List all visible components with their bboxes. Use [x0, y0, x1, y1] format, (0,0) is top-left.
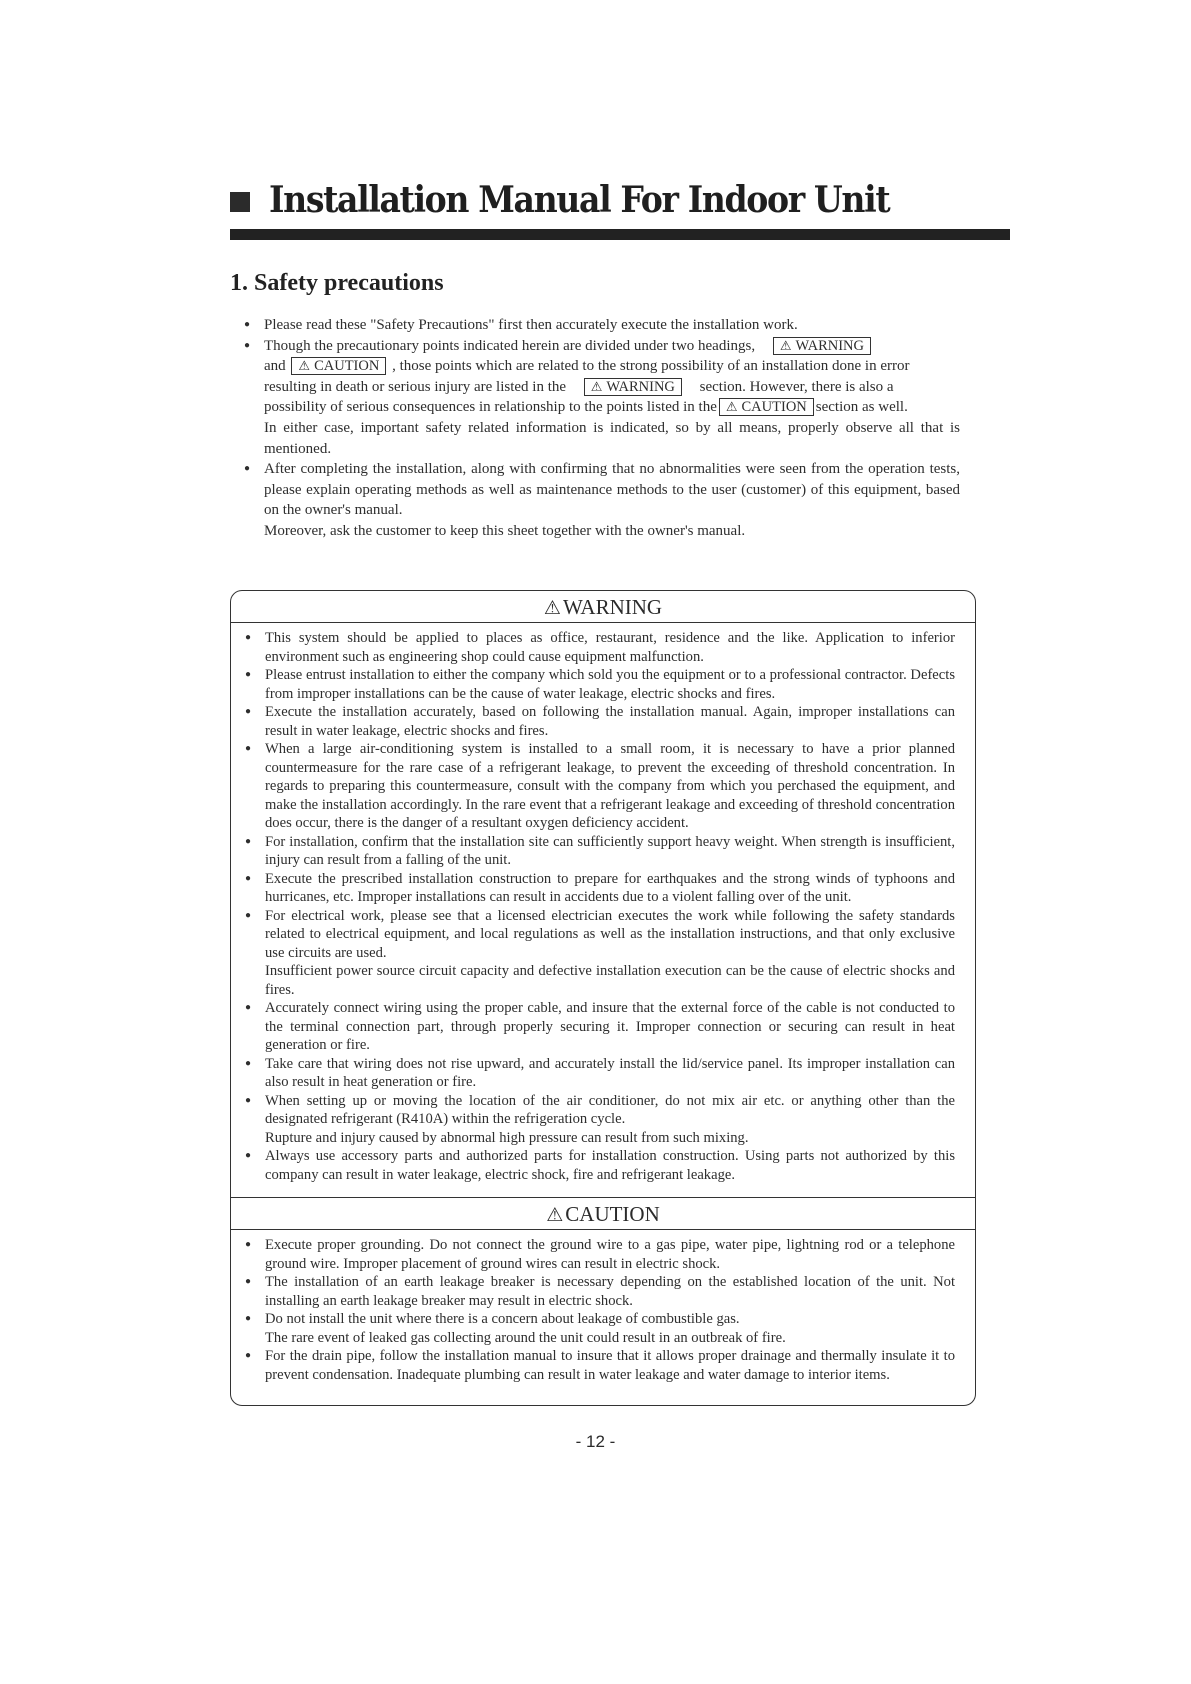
warning-item-text: ● When a large air-conditioning system is installed to a small room, it is necessary to have a prior planned countermeasure for the rare case of a refrigerant leakage, to prevent the exceeding of threshold concentration. In regards to preparing this countermeasure, consult with the company from which you perchased the equipment, and make the installation accordingly. In the rare event that a refrigerant leakage and exceeding of threshold concentration does occur, there is the danger of a resultant oxygen deficiency accident.	[265, 741, 955, 831]
page-number: - 12 -	[575, 1432, 616, 1451]
title-rule	[230, 229, 1010, 240]
intro-text: resulting in death or serious injury are listed in the	[264, 378, 567, 395]
caution-tag-label: CAUTION	[314, 358, 380, 375]
caution-item-text: ● For the drain pipe, follow the installation manual to insure that it allows proper drainage and thermally insulate it to prevent condensation. Inadequate plumbing can result in water leakage and water damage to interior items.	[265, 1348, 955, 1383]
warning-triangle-icon: ⚠	[546, 1205, 564, 1226]
warning-item	[245, 907, 955, 1000]
caution-item-text: ● Do not install the unit where there is a concern about leakage of combustible gas.	[265, 1311, 740, 1327]
title-square-icon	[230, 192, 250, 212]
page-title: Installation Manual For Indoor Unit	[269, 179, 890, 221]
warning-tag-label: WARNING	[795, 337, 864, 354]
intro-text: , those points which are related to the strong possibility of an installation done in error	[392, 358, 910, 375]
intro-text: section. However, there is also a	[699, 378, 894, 395]
title-row	[230, 176, 943, 224]
warning-item-text: ● Please entrust installation to either the company which sold you the equipment or to a professional contractor. Defects from improper installations can be the cause of water leakage, electric shocks and fires.	[265, 667, 955, 702]
caution-item	[245, 1347, 955, 1384]
intro-paragraph-3	[244, 459, 960, 541]
warning-tag	[584, 378, 682, 396]
warning-item-text: ● For installation, confirm that the installation site can sufficiently support heavy weight. When strength is insufficient, injury can result from a falling of the unit.	[265, 833, 955, 868]
warning-item	[245, 1092, 955, 1148]
intro-paragraph-1	[244, 315, 960, 336]
warning-item	[245, 999, 955, 1055]
warning-item-text: ● For electrical work, please see that a licensed electrician executes the work while following the safety standards related to electrical equipment, and local regulations as well as the installation instructions, and that only exclusive use circuits are used.	[265, 907, 955, 961]
warning-item	[245, 629, 955, 666]
intro-text: and	[264, 358, 286, 375]
warning-triangle-icon: ⚠	[590, 378, 603, 394]
warning-item	[245, 703, 955, 740]
warning-item-text: ● Always use accessory parts and authorized parts for installation construction. Using parts not authorized by this company can result in water leakage, electric shock, fire and refrigerant leakage.	[265, 1148, 955, 1183]
warning-item-text: ● Accurately connect wiring using the proper cable, and insure that the external force of the cable is not conducted to the terminal connection part, through properly securing it. Improper connection or securing can result in heat generation or fire.	[265, 1000, 955, 1053]
intro-text: possibility of serious consequences in relationship to the points listed in the	[264, 399, 717, 416]
warning-item-text: Rupture and injury caused by abnormal high pressure can result from such mixing.	[265, 1129, 749, 1146]
warning-header	[231, 591, 975, 623]
warning-tag-label: WARNING	[606, 378, 675, 395]
warning-triangle-icon: ⚠	[725, 399, 738, 415]
warning-item-text: ● Take care that wiring does not rise upward, and accurately install the lid/service panel. Its improper installation can also result in heat generation or fire.	[265, 1055, 955, 1090]
caution-header-label: CAUTION	[565, 1202, 660, 1226]
section-heading: 1. Safety precautions	[230, 270, 444, 296]
warning-triangle-icon: ⚠	[779, 337, 792, 353]
warning-item-text: ● This system should be applied to places as office, restaurant, residence and the like. Application to inferior environment such as engineering shop could cause equipment malfunction.	[265, 630, 955, 665]
caution-item-text: ● Execute proper grounding. Do not connect the ground wire to a gas pipe, water pipe, lightning rod or a telephone ground wire. Improper placement of ground wires can result in electric shock.	[265, 1237, 955, 1272]
warning-tag	[773, 337, 871, 355]
safety-box	[230, 590, 976, 1406]
intro-text: Moreover, ask the customer to keep this sheet together with the owner's manual.	[264, 522, 746, 539]
warning-item-text: ● When setting up or moving the location of the air conditioner, do not mix air etc. or anything other than the designated refrigerant (R410A) within the refrigeration cycle.	[265, 1092, 955, 1127]
warning-item	[245, 1147, 955, 1184]
caution-item	[245, 1236, 955, 1273]
warning-item-text: ● Execute the installation accurately, based on following the installation manual. Again, improper installations can result in water leakage, electric shocks and fires.	[265, 704, 955, 739]
caution-item-text: ● The installation of an earth leakage breaker is necessary depending on the established location of the unit. Not installing an earth leakage breaker may result in electric shock.	[265, 1274, 955, 1309]
caution-tag	[719, 398, 814, 416]
intro-text: In either case, important safety related information is indicated, so by all means, properly observe all that is mentioned.	[264, 419, 960, 457]
intro-paragraph-2	[244, 336, 960, 460]
warning-item-text: Insufficient power source circuit capacity and defective installation execution can be the cause of electric shocks and fires.	[265, 963, 955, 998]
warning-triangle-icon: ⚠	[543, 598, 561, 619]
intro-text: After completing the installation, along with confirming that no abnormalities were seen from the operation tests, please explain operating methods as well as maintenance methods to the user (customer) of this equipment, based on the owner's manual.	[264, 461, 960, 519]
intro-text: Please read these "Safety Precautions" first then accurately execute the installation work.	[264, 317, 798, 333]
warning-item	[245, 833, 955, 870]
caution-header	[231, 1197, 975, 1230]
warning-item	[245, 870, 955, 907]
warning-item	[245, 1055, 955, 1092]
intro-text: Though the precautionary points indicated herein are divided under two headings,	[264, 337, 756, 354]
warning-item	[245, 740, 955, 833]
caution-tag-label: CAUTION	[741, 399, 807, 416]
warning-header-label: WARNING	[562, 595, 663, 619]
warning-list	[231, 623, 975, 1197]
warning-triangle-icon: ⚠	[298, 358, 311, 374]
caution-item	[245, 1310, 955, 1347]
warning-item	[245, 666, 955, 703]
warning-item-text: ● Execute the prescribed installation construction to prepare for earthquakes and the strong winds of typhoons and hurricanes, etc. Improper installations can result in accidents due to a violent falling over of the unit.	[265, 870, 955, 905]
intro-text: section as well.	[815, 399, 908, 416]
caution-item	[245, 1273, 955, 1310]
caution-list	[231, 1230, 975, 1384]
intro-block	[244, 315, 960, 542]
caution-item-text: The rare event of leaked gas collecting around the unit could result in an outbreak of fire.	[265, 1329, 786, 1346]
caution-tag	[291, 357, 386, 375]
